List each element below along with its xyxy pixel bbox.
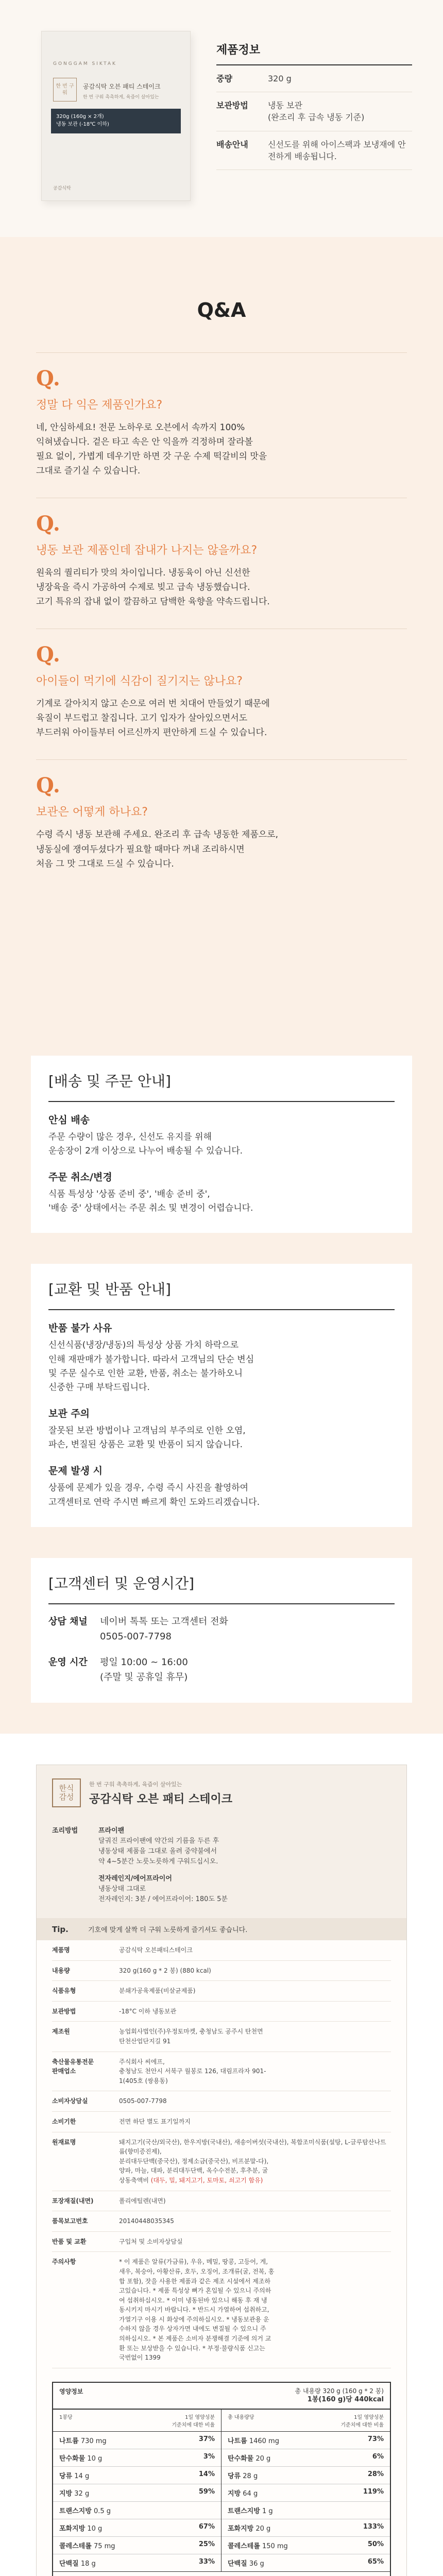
qa-question: 냉동 보관 제품인데 잡내가 나지는 않을까요? xyxy=(36,544,258,557)
nutrient-amount: 20 g xyxy=(255,2524,271,2533)
ingredients-text: 돼지고기(국산/외국산), 한우지방(국내산), 새송이버섯(국내산), 복합조미식품(설탕, L-글루탐산나트륨(향미증진제), 분리대두단백(중국산), 정제소금(중국산), 비프분말-다), 양파, 마늘, 대파, 분리대두단백, 옥수수전분, 후추분, 굴 상동축액비 xyxy=(119,2138,386,2184)
info-label: 배송안내 xyxy=(216,139,248,149)
nutrition-col-total xyxy=(222,2432,390,2571)
info-row-weight xyxy=(216,65,412,92)
spec-label: 축산물유통전문 판매업소 xyxy=(52,2058,94,2075)
nutrient xyxy=(228,2453,270,2463)
nutrient xyxy=(59,2523,102,2533)
pouch-info-box: 320g (160g × 2개) 냉동 보관 (-18℃ 이하) xyxy=(51,109,181,133)
cs-label: 상담 채널 xyxy=(48,1616,88,1627)
nutrient-percent: 37% xyxy=(198,2435,215,2443)
label-tagline: 한 번 구워 촉촉하게, 육즙이 살아있는 xyxy=(89,1781,182,1788)
nutri-sub-left-ratio: 1일 영양성분 기준치에 대한 비율 xyxy=(172,2414,215,2428)
nutrition-header xyxy=(53,2383,390,2410)
nutrient-percent: 33% xyxy=(198,2557,215,2566)
spec-label: 보관방법 xyxy=(52,2007,76,2015)
nutrient-percent: 59% xyxy=(198,2487,215,2496)
q-mark: Q. xyxy=(36,512,60,536)
nutrient-percent: 50% xyxy=(367,2540,384,2548)
tip-text: 기호에 맞게 살짝 더 구워 노릇하게 즐기셔도 좋습니다. xyxy=(88,1926,248,1935)
nutrient-name: 콜레스테롤 xyxy=(59,2542,92,2550)
cs-value: 평일 10:00 ~ 16:00 (주말 및 공휴일 휴무) xyxy=(100,1657,188,1683)
nutrient-name: 콜레스테롤 xyxy=(228,2542,260,2550)
spec-value: 전면 하단 별도 표기일까지 xyxy=(119,2117,191,2125)
nutrient-amount: 20 g xyxy=(255,2454,271,2463)
nutrient-amount: 14 g xyxy=(74,2472,90,2480)
qa-title: Q&A xyxy=(197,299,246,321)
nutrition-per-serving: 1봉(160 g)당 440kcal xyxy=(307,2396,384,2404)
nutrient xyxy=(228,2505,273,2515)
nutrient-name: 탄수화물 xyxy=(59,2454,86,2463)
nutrition-row xyxy=(222,2519,390,2537)
recipe-method-title: 프라이팬 xyxy=(98,1827,125,1835)
shipping-title: [배송 및 주문 안내] xyxy=(48,1070,395,1102)
nutrition-title: 영양정보 xyxy=(59,2387,83,2395)
spec-value: 구입처 및 소비자상담실 xyxy=(119,2238,183,2245)
spec-row xyxy=(52,2002,391,2022)
cs-card xyxy=(31,1558,412,1703)
info-label: 중량 xyxy=(216,74,232,83)
recipe-method-text: 달궈진 프라이팬에 약간의 기름을 두른 후 냉동상태 제품을 그대로 올려 중약불에서 약 4~5분간 노릇노릇하게 구워드십시오. xyxy=(98,1837,219,1866)
nutrient xyxy=(228,2523,270,2533)
nutrient xyxy=(59,2558,96,2568)
policy-text: 신선식품(냉장/냉동)의 특성상 상품 가치 하락으로 인해 재판매가 불가합니다. 따라서 고객님의 단순 변심 및 주문 실수로 인한 교환, 반품, 취소는 불가하오니 신중한 구매 부탁드립니다. xyxy=(48,1340,254,1393)
nutrient-percent: 119% xyxy=(363,2487,384,2496)
nutrient-percent: 3% xyxy=(203,2452,215,2461)
product-pouch-image xyxy=(31,21,201,206)
nutrition-body xyxy=(53,2432,390,2571)
nutrition-col-per-pack xyxy=(53,2432,222,2571)
qa-answer: 네, 안심하세요! 전문 노하우로 오븐에서 속까지 100% 익혀냈습니다. 겉은 타고 속은 안 익을까 걱정하며 잘라볼 필요 없이, 가볍게 데우기만 하면 갓 구운 수제 떡갈비의 맛을 그대로 즐기실 수 있습니다. xyxy=(36,422,267,477)
info-value: 320 g xyxy=(268,74,292,83)
nutrition-row xyxy=(222,2484,390,2502)
info-label: 보관방법 xyxy=(216,100,248,111)
spec-value xyxy=(119,2138,391,2185)
recipe-method-text: 냉동상태 그대로 전자레인지: 3분 / 에어프라이어: 180도 5분 xyxy=(98,1885,228,1903)
shipping-card xyxy=(31,1056,412,1233)
nutrient-amount: 0.5 g xyxy=(93,2507,111,2515)
nutrient-percent: 6% xyxy=(372,2452,384,2461)
cs-label: 운영 시간 xyxy=(48,1657,88,1668)
nutrient-name: 나트륨 xyxy=(228,2437,247,2445)
qa-item xyxy=(36,759,407,890)
qa-item xyxy=(36,352,407,498)
policy-text: 주문 수량이 많은 경우, 신선도 유지를 위해 운송장이 2개 이상으로 나누어 배송될 수 있습니다. xyxy=(48,1131,243,1156)
tip-label: Tip. xyxy=(52,1924,69,1934)
qa-answer: 원육의 퀄리티가 맛의 차이입니다. 냉동육이 아닌 신선한 냉장육을 즉시 가공하여 수제로 빚고 급속 냉동했습니다. 고기 특유의 잡내 없이 깔끔하고 담백한 육향을 약속드립니다. xyxy=(36,568,270,607)
spec-label: 소비자상담실 xyxy=(52,2097,88,2105)
nutrient-name: 탄수화물 xyxy=(228,2454,254,2463)
nutrient-percent: 73% xyxy=(367,2435,384,2443)
nutrient-percent: 65% xyxy=(367,2557,384,2566)
spec-value: 폴리에틸렌(내면) xyxy=(119,2197,166,2205)
nutrition-row xyxy=(222,2537,390,2554)
cs-row-channel xyxy=(48,1615,395,1645)
spec-label: 식품유형 xyxy=(52,1987,76,1995)
qa-answer: 기계로 갈아치지 않고 손으로 여러 번 치대어 만들었기 때문에 육질이 부드럽고 찰집니다. 고기 입자가 살아있으면서도 부드러워 아이들부터 어르신까지 편안하게 드실 수 있습니다. xyxy=(36,699,270,738)
label-header xyxy=(37,1765,406,1818)
spec-value: 0505-007-7798 xyxy=(119,2097,167,2105)
nutrient xyxy=(228,2540,288,2550)
nutrient-percent: 14% xyxy=(198,2470,215,2478)
pouch xyxy=(41,31,191,201)
policy-text: 식품 특성상 '상품 준비 중', '배송 준비 중', '배송 중' 상태에서는 주문 취소 및 변경이 어렵습니다. xyxy=(48,1189,253,1214)
nutrient xyxy=(59,2435,107,2445)
spec-label: 제품명 xyxy=(52,1946,70,1954)
recipe-row xyxy=(52,1871,391,1908)
nutrient-amount: 730 mg xyxy=(80,2437,107,2445)
q-mark: Q. xyxy=(36,773,60,798)
nutrition-row xyxy=(53,2467,221,2484)
nutrition-row xyxy=(53,2519,221,2537)
exchange-title: [교환 및 반품 안내] xyxy=(48,1278,395,1310)
product-info-section xyxy=(0,0,443,237)
nutrition-row xyxy=(222,2449,390,2467)
nutrient-name: 단백질 xyxy=(228,2560,247,2568)
nutrient-name: 포화지방 xyxy=(59,2524,86,2533)
nutrient-amount: 64 g xyxy=(243,2489,258,2498)
nutrient xyxy=(228,2558,264,2568)
spec-value: 분쇄가공육제품(비살균제품) xyxy=(119,1987,196,1995)
nutrient-name: 지방 xyxy=(228,2489,241,2498)
cs-value: 네이버 톡톡 또는 고객센터 전화 0505-007-7798 xyxy=(100,1616,228,1642)
nutrient-name: 단백질 xyxy=(59,2560,79,2568)
product-info-title: 제품정보 xyxy=(216,41,412,65)
recipe-label xyxy=(52,1874,98,1905)
nutrient-name: 당류 xyxy=(228,2472,241,2480)
nutrient-amount: 36 g xyxy=(249,2560,264,2568)
policy-subtitle: 주문 취소/변경 xyxy=(48,1171,112,1183)
qa-item xyxy=(36,629,407,759)
nutri-sub-right-unit: 총 내용량당 xyxy=(228,2414,254,2420)
spec-row xyxy=(52,1940,391,1961)
spec-label: 반품 및 교환 xyxy=(52,2238,87,2245)
nutri-sub-left-unit: 1봉당 xyxy=(59,2414,73,2420)
spec-row xyxy=(52,2211,391,2232)
recipe-row xyxy=(52,1823,391,1871)
spec-value: 320 g(160 g * 2 봉) (880 kcal) xyxy=(119,1967,211,1974)
nutrition-subheader xyxy=(53,2410,390,2432)
spec-value: -18°C 이하 냉동보관 xyxy=(119,2007,177,2015)
spec-label: 주의사항 xyxy=(52,2258,76,2266)
nutrient xyxy=(59,2488,89,2498)
qa-section xyxy=(0,237,443,1025)
nutrition-row xyxy=(222,2432,390,2449)
nutrient xyxy=(228,2470,258,2480)
spec-row xyxy=(52,2112,391,2132)
recipe-block xyxy=(37,1818,406,1918)
product-info-table xyxy=(216,21,412,206)
pouch-seal: 한 번 구워 xyxy=(53,78,77,101)
qa-question: 정말 다 익은 제품인가요? xyxy=(36,399,163,412)
policy-text: 잘못된 보관 방법이나 고객님의 부주의로 인한 오염, 파손, 변질된 상품은 교환 및 반품이 되지 않습니다. xyxy=(48,1426,246,1450)
spec-row xyxy=(52,2052,391,2092)
spec-row xyxy=(52,1961,391,1981)
nutrient-percent: 28% xyxy=(367,2470,384,2478)
spec-row xyxy=(52,2191,391,2212)
qa-question: 아이들이 먹기에 식감이 질기지는 않나요? xyxy=(36,675,243,688)
exchange-card xyxy=(31,1264,412,1527)
policy-subtitle: 보관 주의 xyxy=(48,1408,90,1420)
nutrient-amount: 32 g xyxy=(74,2489,90,2498)
nutrition-row xyxy=(53,2432,221,2449)
spec-label: 포장재질(내면) xyxy=(52,2197,94,2205)
pouch-product-name: 공감식탁 오븐 패티 스테이크 xyxy=(83,83,161,90)
nutrient-name: 당류 xyxy=(59,2472,73,2480)
spec-row xyxy=(52,2252,391,2368)
spec-label: 제조원 xyxy=(52,2028,70,2036)
policy-subtitle: 반품 불가 사유 xyxy=(48,1323,112,1334)
spec-table xyxy=(37,1940,406,2576)
nutrient xyxy=(59,2470,89,2480)
qa-answer: 수령 즉시 냉동 보관해 주세요. 완조리 후 급속 냉동한 제품으로, 냉동실에 쟁여두셨다가 필요할 때마다 꺼내 조리하시면 처음 그 맛 그대로 드실 수 있습니다. xyxy=(36,829,278,869)
nutrition-row xyxy=(53,2449,221,2467)
spec-row xyxy=(52,1981,391,2002)
nutrient-name: 트랜스지방 xyxy=(228,2507,260,2515)
spec-row xyxy=(52,2132,391,2191)
nutrition-row xyxy=(222,2502,390,2519)
policy-text: 상품에 문제가 있을 경우, 수령 즉시 사진을 촬영하여 고객센터로 연락 주시면 빠르게 확인 도와드리겠습니다. xyxy=(48,1483,260,1507)
recipe-method-title: 전자레인지/에어프라이어 xyxy=(98,1874,172,1883)
spec-row xyxy=(52,2022,391,2052)
info-value: 냉동 보관 (완조리 후 급속 냉동 기준) xyxy=(268,100,365,123)
nutrient xyxy=(59,2505,111,2515)
nutrition-row xyxy=(53,2554,221,2571)
nutrient xyxy=(228,2435,279,2445)
info-row-delivery xyxy=(216,131,412,170)
info-value: 신선도를 위해 아이스팩과 보냉재에 안전하게 배송됩니다. xyxy=(268,139,406,161)
policy-section xyxy=(0,1025,443,1734)
nutrient-amount: 1 g xyxy=(262,2507,273,2515)
nutrient-name: 포화지방 xyxy=(228,2524,254,2533)
nutrient-amount: 150 mg xyxy=(262,2542,288,2550)
qa-question: 보관은 어떻게 하나요? xyxy=(36,806,148,819)
recipe-label: 조리방법 xyxy=(52,1827,78,1835)
spec-row xyxy=(52,2091,391,2112)
spec-value: * 이 제품은 알류(가금류), 우유, 메밀, 땅콩, 고등어, 게, 새우, 복숭아, 아황산류, 호두, 오징어, 조개류(굴, 전복, 홍 합 포함), 잣을 사용한 제품과 같은 제조 시설에서 제조하 고있습니다. * 제품 특성상 뼈가 혼입될 수 있으니 주의하 여 섭취하십시오. * 이미 냉동된바 있으니 해동 후 재 냉 동시키지 마시기 바랍니다. * 반드시 가열하여 섭취하고, 가열기구 이용 시 화상에 주의하십시오. * 냉동보관용 운 수하지 않을 경우 상자가면 내에도 변질될 수 있으니 주 의하십시오. * 본 제품은 소비자 분쟁해결 기준에 의거 교 환 또는 보상받을 수 있습니다. * 부정·불량식품 신고는 국번없이 1399 xyxy=(119,2258,275,2362)
nutrition-footnote xyxy=(53,2571,390,2576)
nutrient-amount: 10 g xyxy=(87,2524,103,2533)
label-section xyxy=(0,1734,443,2576)
nutrient xyxy=(228,2488,258,2498)
spec-label: 소비기한 xyxy=(52,2117,76,2125)
spec-value: 공감식탁 오븐패티스테이크 xyxy=(119,1946,193,1954)
pouch-footer: 공감식탁 xyxy=(53,186,71,191)
qa-item xyxy=(36,498,407,629)
pouch-brand: GONGGAM SIKTAK xyxy=(53,61,117,66)
nutrient xyxy=(59,2453,102,2463)
spec-label: 품목보고번호 xyxy=(52,2217,88,2225)
nutrition-total: 총 내용량 320 g (160 g * 2 봉) xyxy=(295,2387,384,2395)
nutrient-amount: 18 g xyxy=(80,2560,96,2568)
nutrition-row xyxy=(53,2537,221,2554)
nutrient-percent: 133% xyxy=(363,2522,384,2531)
spec-label: 원재료명 xyxy=(52,2138,76,2146)
nutrient-percent: 25% xyxy=(198,2540,215,2548)
cs-row-hours xyxy=(48,1655,395,1685)
allergen-text: (대두, 밀, 돼지고기, 토마토, 쇠고기 함유) xyxy=(150,2176,263,2184)
nutrient-name: 트랜스지방 xyxy=(59,2507,92,2515)
label-product-name: 공감식탁 오븐 패티 스테이크 xyxy=(89,1792,233,1806)
spec-value: 20140448035345 xyxy=(119,2217,174,2225)
nutrient-name: 나트륨 xyxy=(59,2437,79,2445)
nutrition-row xyxy=(222,2467,390,2484)
q-mark: Q. xyxy=(36,642,60,667)
nutrition-row xyxy=(53,2484,221,2502)
tip-bar xyxy=(37,1918,406,1940)
nutrient-amount: 1460 mg xyxy=(249,2437,279,2445)
policy-subtitle: 문제 발생 시 xyxy=(48,1465,103,1477)
nutri-sub-right-ratio: 1일 영양성분 기준치에 대한 비율 xyxy=(340,2414,384,2428)
nutrition-facts xyxy=(52,2382,391,2576)
policy-subtitle: 안심 배송 xyxy=(48,1114,90,1126)
spec-value: 주식회사 씨에프, 충청남도 천안시 서북구 월봉로 126, 대림프라자 901- 1(405호 (쌍용동) xyxy=(119,2058,266,2084)
brand-seal-icon: 한식 감성 xyxy=(52,1778,81,1807)
q-mark: Q. xyxy=(36,366,60,391)
nutrient-amount: 75 mg xyxy=(93,2542,115,2550)
spec-row xyxy=(52,2232,391,2252)
product-label xyxy=(36,1765,407,2576)
cs-title: [고객센터 및 운영시간] xyxy=(48,1572,395,1604)
nutrition-row xyxy=(222,2554,390,2571)
info-row-storage xyxy=(216,92,412,131)
nutrient-amount: 10 g xyxy=(87,2454,103,2463)
nutrient-percent: 67% xyxy=(198,2522,215,2531)
spec-label: 내용량 xyxy=(52,1967,70,1974)
nutrient-amount: 28 g xyxy=(243,2472,258,2480)
pouch-description: 한 번 구워 촉촉하게, 육즙이 살아있는 xyxy=(83,95,159,100)
spec-value: 농업회사법인(주)우정토마켓, 충청남도 공주시 탄천면 탄천산업단지길 91 xyxy=(119,2028,263,2045)
nutrition-row xyxy=(53,2502,221,2519)
nutrient-name: 지방 xyxy=(59,2489,73,2498)
nutrient xyxy=(59,2540,115,2550)
